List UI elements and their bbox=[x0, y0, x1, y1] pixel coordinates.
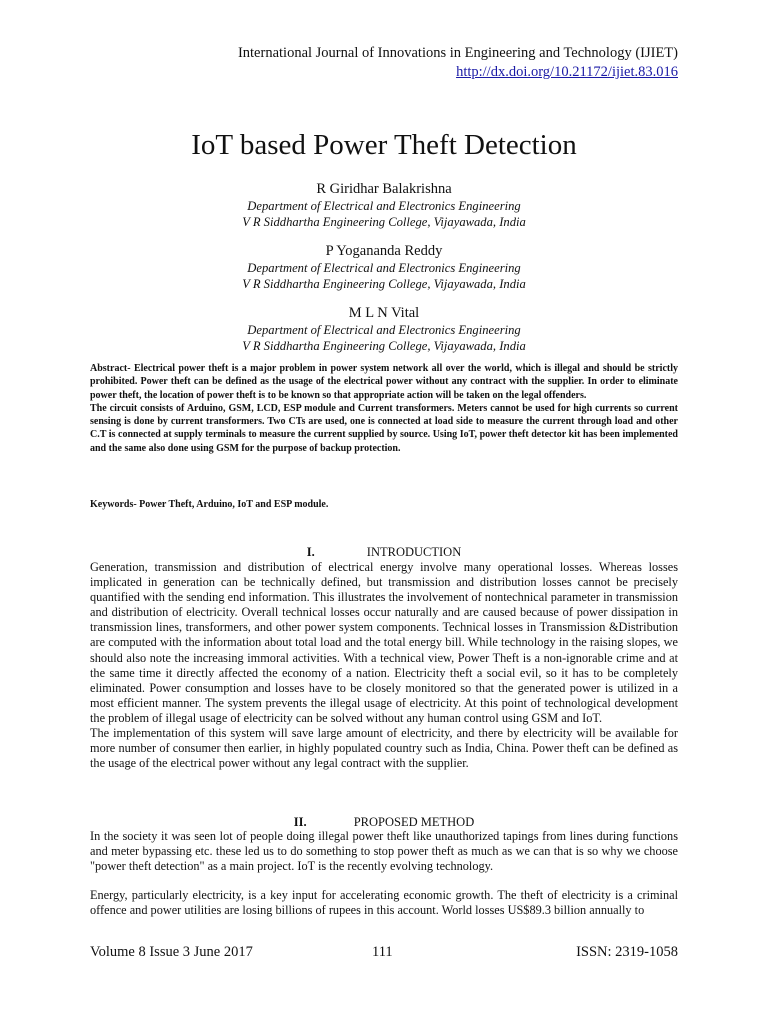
author-department: Department of Electrical and Electronics Engineering bbox=[247, 199, 521, 213]
author-list bbox=[0, 180, 768, 366]
section-heading-introduction bbox=[0, 545, 768, 560]
section-heading-proposed-method bbox=[0, 815, 768, 830]
body-paragraph: Energy, particularly electricity, is a key input for accelerating economic growth. The theft of electricity is a criminal offence and power utilities are losing billions of rupees in this account. World losses US$89.3 billion annually to bbox=[90, 888, 678, 918]
journal-header bbox=[238, 44, 678, 82]
author-college: V R Siddhartha Engineering College, Vijayawada, India bbox=[242, 215, 526, 229]
keywords: Keywords- Power Theft, Arduino, IoT and ESP module. bbox=[90, 499, 329, 510]
author-college: V R Siddhartha Engineering College, Vijayawada, India bbox=[242, 277, 526, 291]
author-name: P Yogananda Reddy bbox=[325, 243, 443, 259]
author-block bbox=[0, 242, 768, 292]
section-number: II. bbox=[293, 815, 307, 829]
proposed-method-body bbox=[90, 829, 678, 918]
body-paragraph: In the society it was seen lot of people doing illegal power theft like unauthorized tapings from lines during functions and meter bypassing etc. these led us to do something to stop power theft as much as we can that is so why we choose "power theft detection" as a main project. IoT is the recently evolving technology. bbox=[90, 829, 678, 874]
author-block bbox=[0, 304, 768, 354]
section-title: PROPOSED METHOD bbox=[353, 815, 475, 829]
author-name: M L N Vital bbox=[348, 305, 420, 321]
section-number: I. bbox=[306, 545, 315, 559]
introduction-body bbox=[90, 560, 678, 771]
doi-link[interactable]: http://dx.doi.org/10.21172/ijiet.83.016 bbox=[456, 64, 678, 80]
author-department: Department of Electrical and Electronics Engineering bbox=[247, 323, 521, 337]
paper-title: IoT based Power Theft Detection bbox=[191, 129, 577, 161]
section-title: INTRODUCTION bbox=[366, 545, 462, 559]
issue-info: Volume 8 Issue 3 June 2017 bbox=[90, 944, 253, 960]
page-number: 111 bbox=[372, 944, 393, 960]
abstract-paragraph: Abstract- Electrical power theft is a major problem in power system network all over the world, which is illegal and should be strictly prohibited. Power theft can be defined as the usage of the electrical power without any contract with the supplier. In order to eliminate power theft, the location of power theft is to be known so that appropriate action will be taken on the legal offenders. bbox=[90, 363, 678, 401]
body-paragraph: Generation, transmission and distribution of electrical energy involve many operational losses. Whereas losses implicated in generation can be technically defined, but transmission and distribution losses cannot be precisely quantified with the sending end information. This illustrates the involvement of nontechnical parameter in transmission and distribution of electricity. Overall technical losses occur naturally and are caused because of power dissipation in transmission lines, transformers, and other power system components. Technical losses in Transmission &Distribution are computed with the information about total load and the total energy bill. While technology in the raising slopes, we should also note the increasing immoral activities. With a technical view, Power Theft is a non-ignorable crime and at the same time it directly affected the economy of a nation. Electricity theft a social evil, so it has to be completely eliminated. Power consumption and losses have to be closely monitored so that the generated power is utilized in a most efficient manner. The system prevents the illegal usage of electricity. At this point of technological development the problem of illegal usage of electricity can be solved without any human control using GSM and IoT. bbox=[90, 560, 678, 725]
abstract-paragraph: The circuit consists of Arduino, GSM, LCD, ESP module and Current transformers. Meters cannot be used for high currents so current sensing is done by current transformers. Two CTs are used, one is connected at load side to measure the current through load and other C.T is connected at supply terminals to measure the current supplied by source. Using IoT, power theft detector kit has been implemented and the same also done using GSM for the purpose of backup protection. bbox=[90, 402, 678, 454]
author-department: Department of Electrical and Electronics Engineering bbox=[247, 261, 521, 275]
body-paragraph: The implementation of this system will save large amount of electricity, and there by electricity will be available for more number of consumer then earlier, in highly populated country such as India, China. Power theft can be defined as the usage of the electrical power without any legal contract with the supplier. bbox=[90, 726, 678, 771]
author-name: R Giridhar Balakrishna bbox=[316, 181, 452, 197]
issn: ISSN: 2319-1058 bbox=[576, 944, 678, 960]
abstract bbox=[90, 362, 678, 455]
author-block bbox=[0, 180, 768, 230]
author-college: V R Siddhartha Engineering College, Vijayawada, India bbox=[242, 339, 526, 353]
journal-name: International Journal of Innovations in Engineering and Technology (IJIET) bbox=[237, 45, 678, 61]
